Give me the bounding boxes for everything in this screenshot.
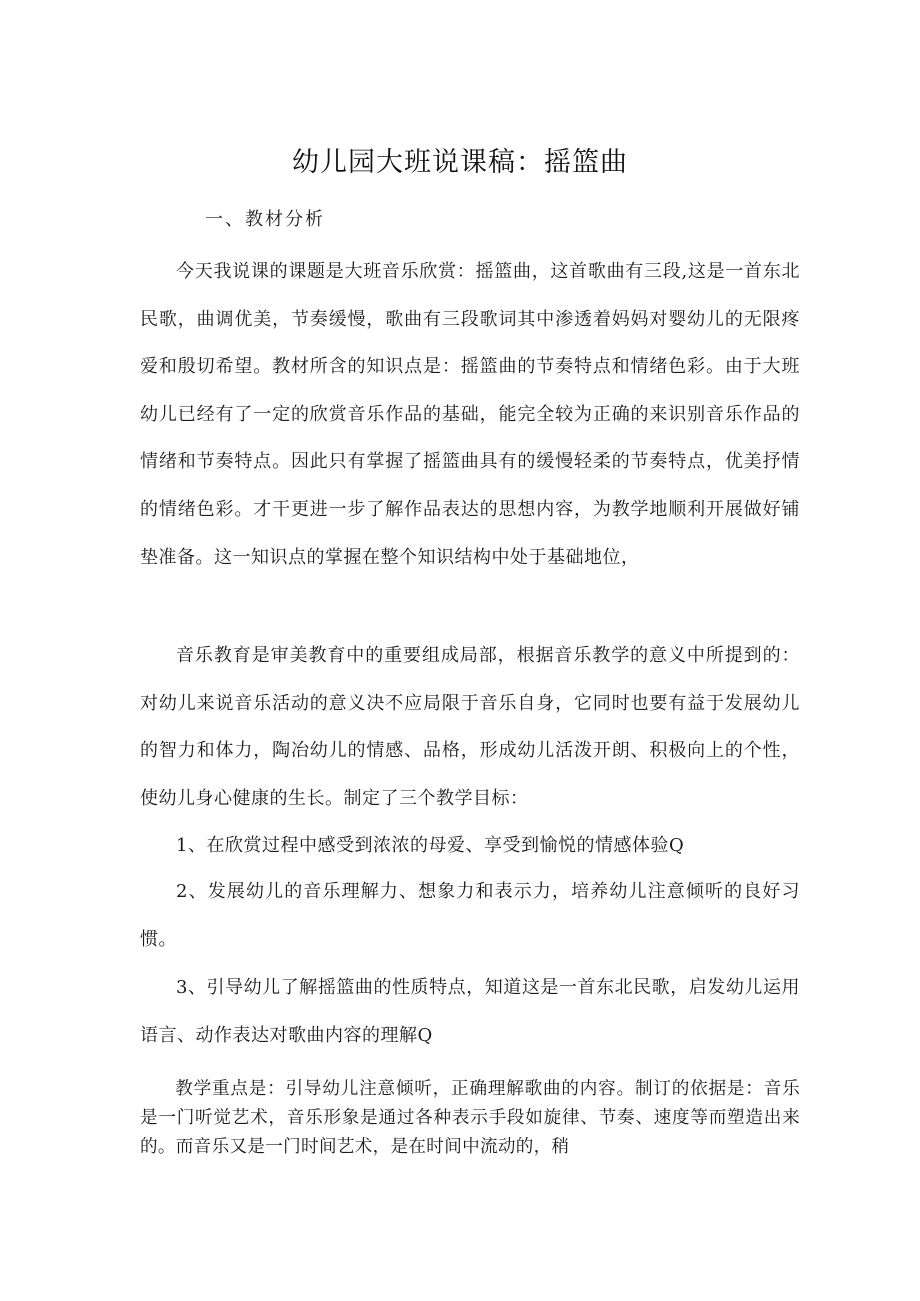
paragraph-teaching-focus: 教学重点是：引导幼儿注意倾听，正确理解歌曲的内容。制订的依据是：音乐是一门听觉艺术，音乐形象是通过各种表示手段如旋律、节奏、速度等而塑造出来的。而音乐又是一门时间艺术，是在时间中流动的，稍 — [140, 1079, 800, 1157]
goal-item-2: 2、发展幼儿的音乐理解力、想象力和表示力，培养幼儿注意倾听的良好习惯。 — [140, 881, 800, 950]
goal-item-1: 1、在欣赏过程中感受到浓浓的母爱、享受到愉悦的情感体验Q — [176, 835, 685, 856]
document-title: 幼儿园大班说课稿：摇篮曲 — [292, 147, 628, 178]
paragraph-music-education: 音乐教育是审美教育中的重要组成局部，根据音乐教学的意义中所提到的：对幼儿来说音乐活动的意义决不应局限于音乐自身，它同时也要有益于发展幼儿的智力和体力，陶冶幼儿的情感、品格，形成幼儿活泼开朗、积极向上的个性，使幼儿身心健康的生长。制定了三个教学目标： — [140, 645, 800, 809]
paragraph-material-analysis: 今天我说课的课题是大班音乐欣赏：摇篮曲，这首歌曲有三段,这是一首东北民歌，曲调优美，节奏缓慢，歌曲有三段歌词其中渗透着妈妈对婴幼儿的无限疼爱和殷切希望。教材所含的知识点是：摇篮曲的节奏特点和情绪色彩。由于大班幼儿已经有了一定的欣赏音乐作品的基础，能完全较为正确的来识别音乐作品的情绪和节奏特点。因此只有掌握了摇篮曲具有的缓慢轻柔的节奏特点，优美抒情的情绪色彩。才干更进一步了解作品表达的思想内容，为教学地顺利开展做好铺垫准备。这一知识点的掌握在整个知识结构中处于基础地位， — [140, 261, 800, 568]
goal-item-3: 3、引导幼儿了解摇篮曲的性质特点，知道这是一首东北民歌，启发幼儿运用语言、动作表达对歌曲内容的理解Q — [140, 977, 800, 1046]
section-heading: 一、教材分析 — [205, 209, 325, 230]
